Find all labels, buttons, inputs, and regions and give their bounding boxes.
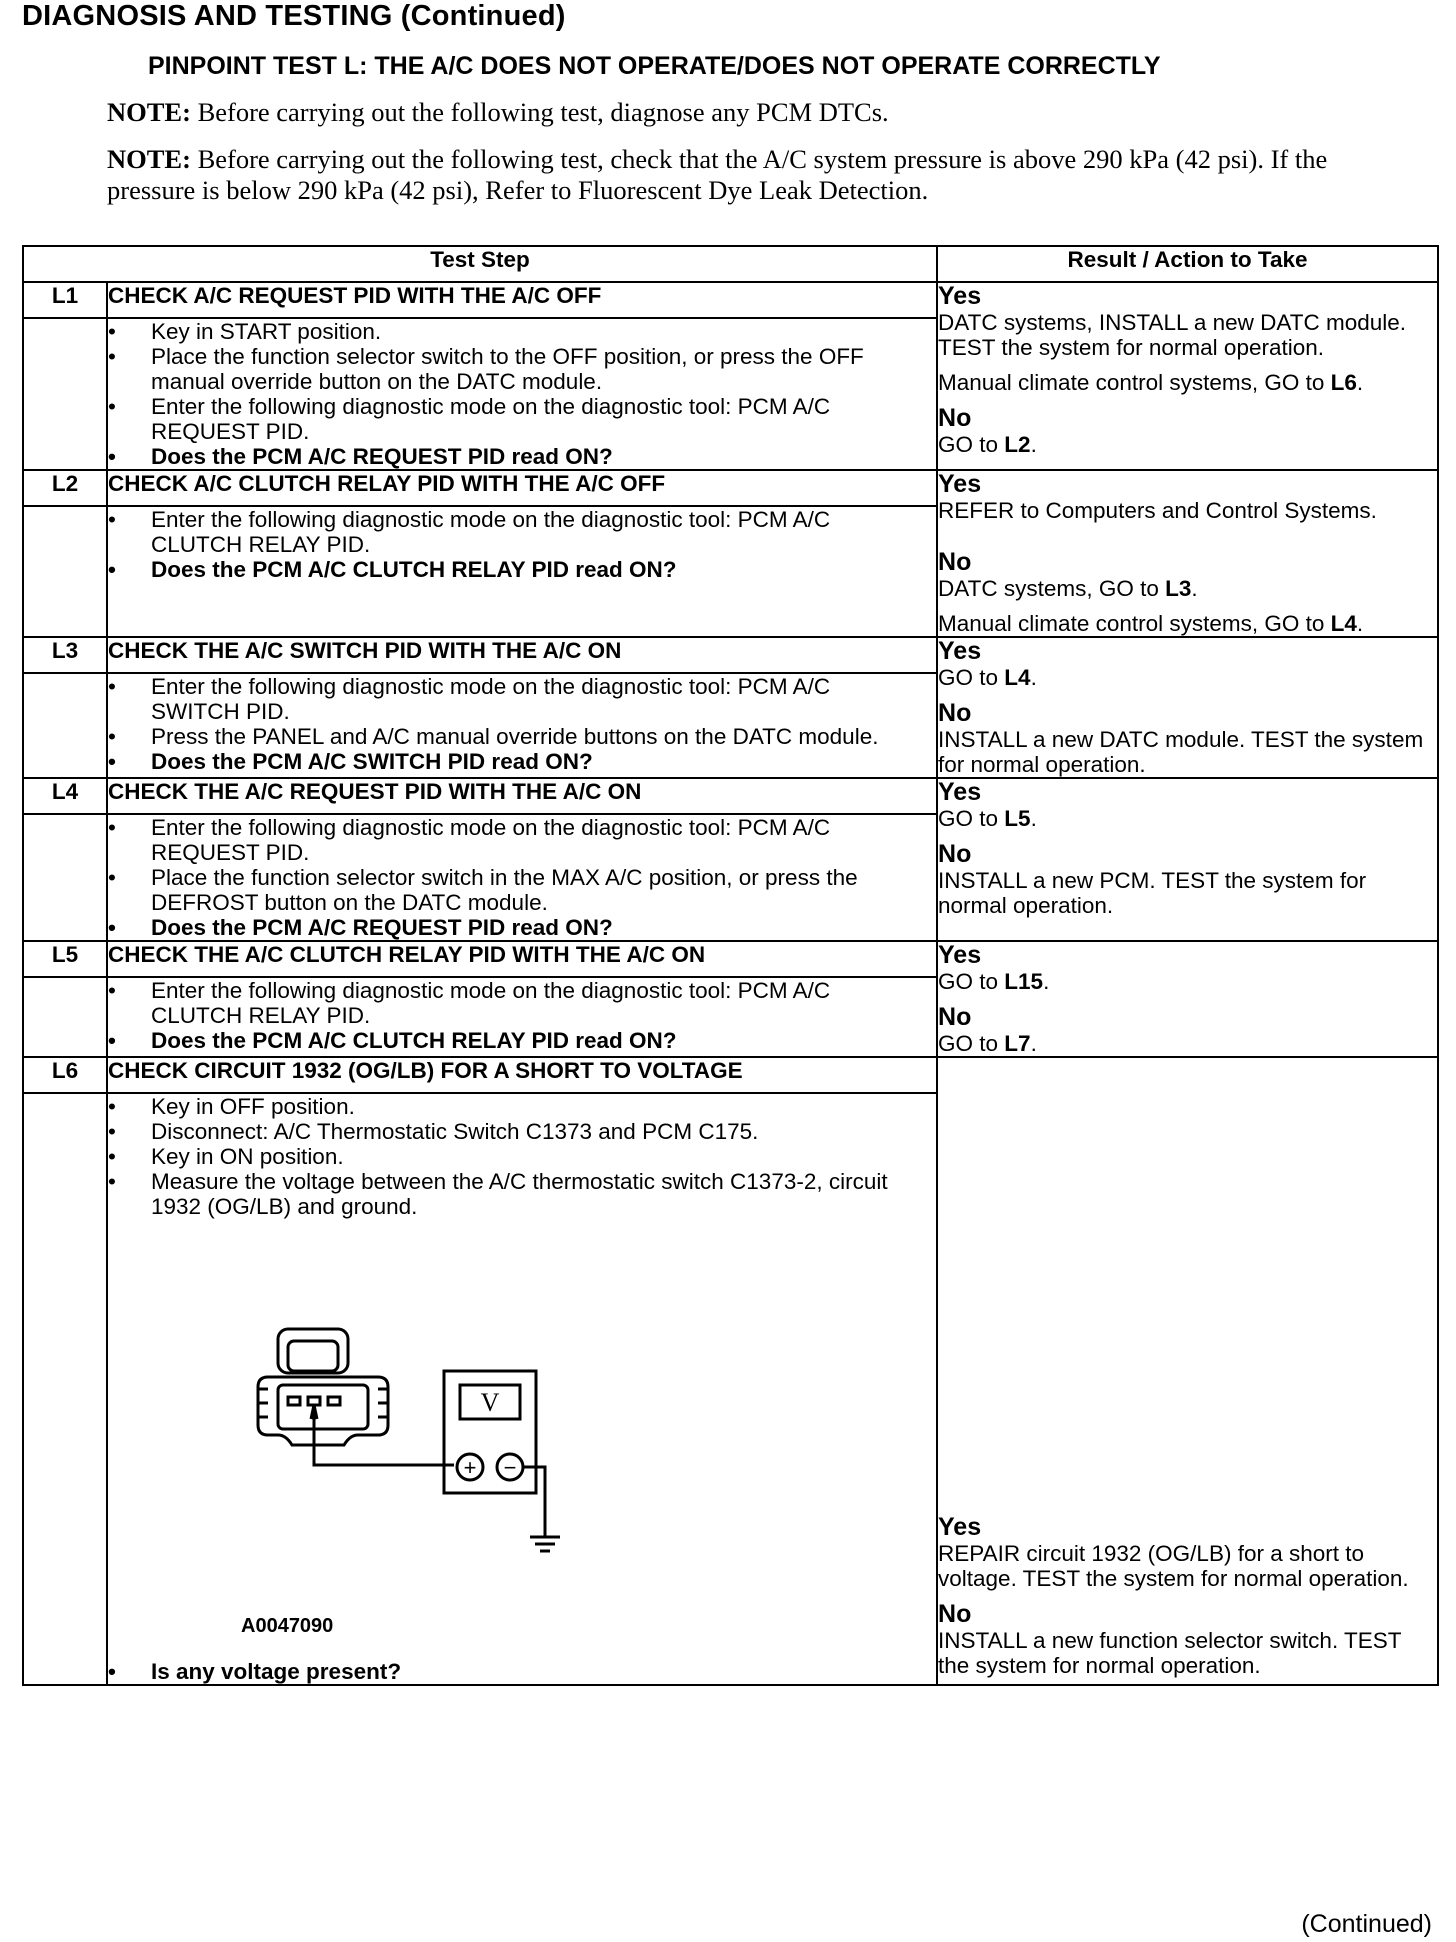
list-item: • Enter the following diagnostic mode on the diagnostic tool: PCM A/C REQUEST PID. [108,815,906,865]
result-yes-text: GO to L15. [938,969,1050,994]
result-no-label: No [938,548,972,576]
column-header-result: Result / Action to Take [937,246,1438,282]
step-row-l1 [23,282,1438,318]
step-instructions [107,506,937,637]
note-text: Before carrying out the following test, check that the A/C system pressure is above 290 kPa (42 psi). If the pressure is below 290 kPa (42 psi), Refer to Fluorescent Dye Leak Detection. [107,144,1328,205]
result-no-text: GO to L2. [938,432,1037,457]
step-row-l2 [23,470,1438,506]
step-link-l6[interactable]: L6 [1330,370,1357,395]
step-instructions [107,1093,937,1685]
step-row-l4 [23,778,1438,814]
step-link-l5[interactable]: L5 [1004,806,1031,831]
step-instructions [107,318,937,470]
note-system-pressure [107,144,1347,206]
page-header: DIAGNOSIS AND TESTING (Continued) [22,0,566,32]
result-no-text: INSTALL a new DATC module. TEST the system for normal operation. [938,727,1424,777]
pinpoint-test-table [22,245,1439,1686]
step-title: CHECK CIRCUIT 1932 (OG/LB) FOR A SHORT TO VOLTAGE [107,1057,937,1093]
note-label: NOTE: [107,97,191,127]
plus-sign: + [463,1455,477,1480]
result-no-text: INSTALL a new function selector switch. TEST the system for normal operation. [938,1628,1402,1678]
result-yes-text-manual: Manual climate control systems, GO to L6. [938,370,1364,395]
step-link-l3[interactable]: L3 [1165,576,1192,601]
result-yes-label: Yes [938,637,982,665]
step-id: L6 [23,1057,107,1093]
step-title: CHECK THE A/C REQUEST PID WITH THE A/C ON [107,778,937,814]
step-result [937,1057,1438,1685]
step-row-l3 [23,637,1438,673]
result-no-label: No [938,1600,972,1628]
step-title: CHECK THE A/C CLUTCH RELAY PID WITH THE A/C ON [107,941,937,977]
figure-label: A0047090 [241,1615,334,1637]
result-no-label: No [938,699,972,727]
result-yes-label: Yes [938,941,982,969]
step-link-l2[interactable]: L2 [1004,432,1031,457]
list-item: • Enter the following diagnostic mode on the diagnostic tool: PCM A/C CLUTCH RELAY PID. [108,978,906,1028]
list-item: • Place the function selector switch to the OFF position, or press the OFF manual override button on the DATC module. [108,344,906,394]
step-row-l5 [23,941,1438,977]
list-item: • Enter the following diagnostic mode on the diagnostic tool: PCM A/C SWITCH PID. [108,674,906,724]
minus-sign: − [503,1455,517,1480]
list-item: • Key in ON position. [108,1144,906,1169]
step-question: • Does the PCM A/C REQUEST PID read ON? [108,444,906,469]
step-id: L5 [23,941,107,977]
result-no-text-manual: Manual climate control systems, GO to L4. [938,611,1364,636]
pinpoint-test-title: PINPOINT TEST L: THE A/C DOES NOT OPERATE/DOES NOT OPERATE CORRECTLY [148,52,1161,80]
step-instructions [107,977,937,1057]
result-yes-label: Yes [938,1513,982,1541]
step-question: • Is any voltage present? [108,1659,906,1684]
step-question: • Does the PCM A/C SWITCH PID read ON? [108,749,906,774]
result-yes-text: GO to L4. [938,665,1037,690]
voltage-measurement-diagram [248,1319,708,1579]
table-header-row [23,246,1438,282]
result-yes-text: GO to L5. [938,806,1037,831]
result-yes-label: Yes [938,282,982,310]
step-id: L1 [23,282,107,318]
result-yes-label: Yes [938,778,982,806]
list-item: • Disconnect: A/C Thermostatic Switch C1373 and PCM C175. [108,1119,906,1144]
step-result [937,941,1438,1057]
step-question: • Does the PCM A/C CLUTCH RELAY PID read ON? [108,1028,906,1053]
list-item: • Enter the following diagnostic mode on the diagnostic tool: PCM A/C REQUEST PID. [108,394,906,444]
step-title: CHECK A/C REQUEST PID WITH THE A/C OFF [107,282,937,318]
step-result [937,637,1438,778]
step-id: L3 [23,637,107,673]
step-link-l4[interactable]: L4 [1330,611,1357,636]
voltmeter-icon [444,1371,536,1493]
result-no-text: GO to L7. [938,1031,1037,1056]
step-question: • Does the PCM A/C REQUEST PID read ON? [108,915,906,940]
list-item: • Enter the following diagnostic mode on the diagnostic tool: PCM A/C CLUTCH RELAY PID. [108,507,906,557]
result-no-label: No [938,1003,972,1031]
continued-label: (Continued) [1301,1910,1432,1938]
list-item: • Key in START position. [108,319,906,344]
step-title: CHECK THE A/C SWITCH PID WITH THE A/C ON [107,637,937,673]
result-no-label: No [938,840,972,868]
step-id: L2 [23,470,107,506]
meter-unit-label: V [480,1388,500,1417]
step-instructions [107,673,937,778]
step-link-l7[interactable]: L7 [1004,1031,1031,1056]
result-no-text: INSTALL a new PCM. TEST the system for normal operation. [938,868,1367,918]
step-link-l4[interactable]: L4 [1004,665,1031,690]
result-yes-label: Yes [938,470,982,498]
step-id: L4 [23,778,107,814]
list-item: • Measure the voltage between the A/C thermostatic switch C1373-2, circuit 1932 (OG/LB) and ground. [108,1169,906,1219]
note-text: Before carrying out the following test, diagnose any PCM DTCs. [197,97,889,127]
result-yes-text: REFER to Computers and Control Systems. [938,498,1377,523]
result-yes-text: DATC systems, INSTALL a new DATC module. TEST the system for normal operation. [938,310,1407,360]
step-row-l6 [23,1057,1438,1093]
result-no-label: No [938,404,972,432]
connector-icon [258,1329,388,1445]
ground-icon [523,1467,560,1551]
step-instructions [107,814,937,941]
step-link-l15[interactable]: L15 [1004,969,1044,994]
column-header-test-step: Test Step [23,246,937,282]
note-label: NOTE: [107,144,191,174]
result-yes-text: REPAIR circuit 1932 (OG/LB) for a short to voltage. TEST the system for normal operation. [938,1541,1409,1591]
list-item: • Key in OFF position. [108,1094,906,1119]
step-result [937,470,1438,637]
step-result [937,282,1438,470]
note-pcm-dtcs [107,97,1347,128]
list-item: • Place the function selector switch in the MAX A/C position, or press the DEFROST button on the DATC module. [108,865,906,915]
step-question: • Does the PCM A/C CLUTCH RELAY PID read ON? [108,557,906,582]
step-result [937,778,1438,941]
step-title: CHECK A/C CLUTCH RELAY PID WITH THE A/C OFF [107,470,937,506]
result-no-text: DATC systems, GO to L3. [938,576,1198,601]
list-item: • Press the PANEL and A/C manual override buttons on the DATC module. [108,724,906,749]
